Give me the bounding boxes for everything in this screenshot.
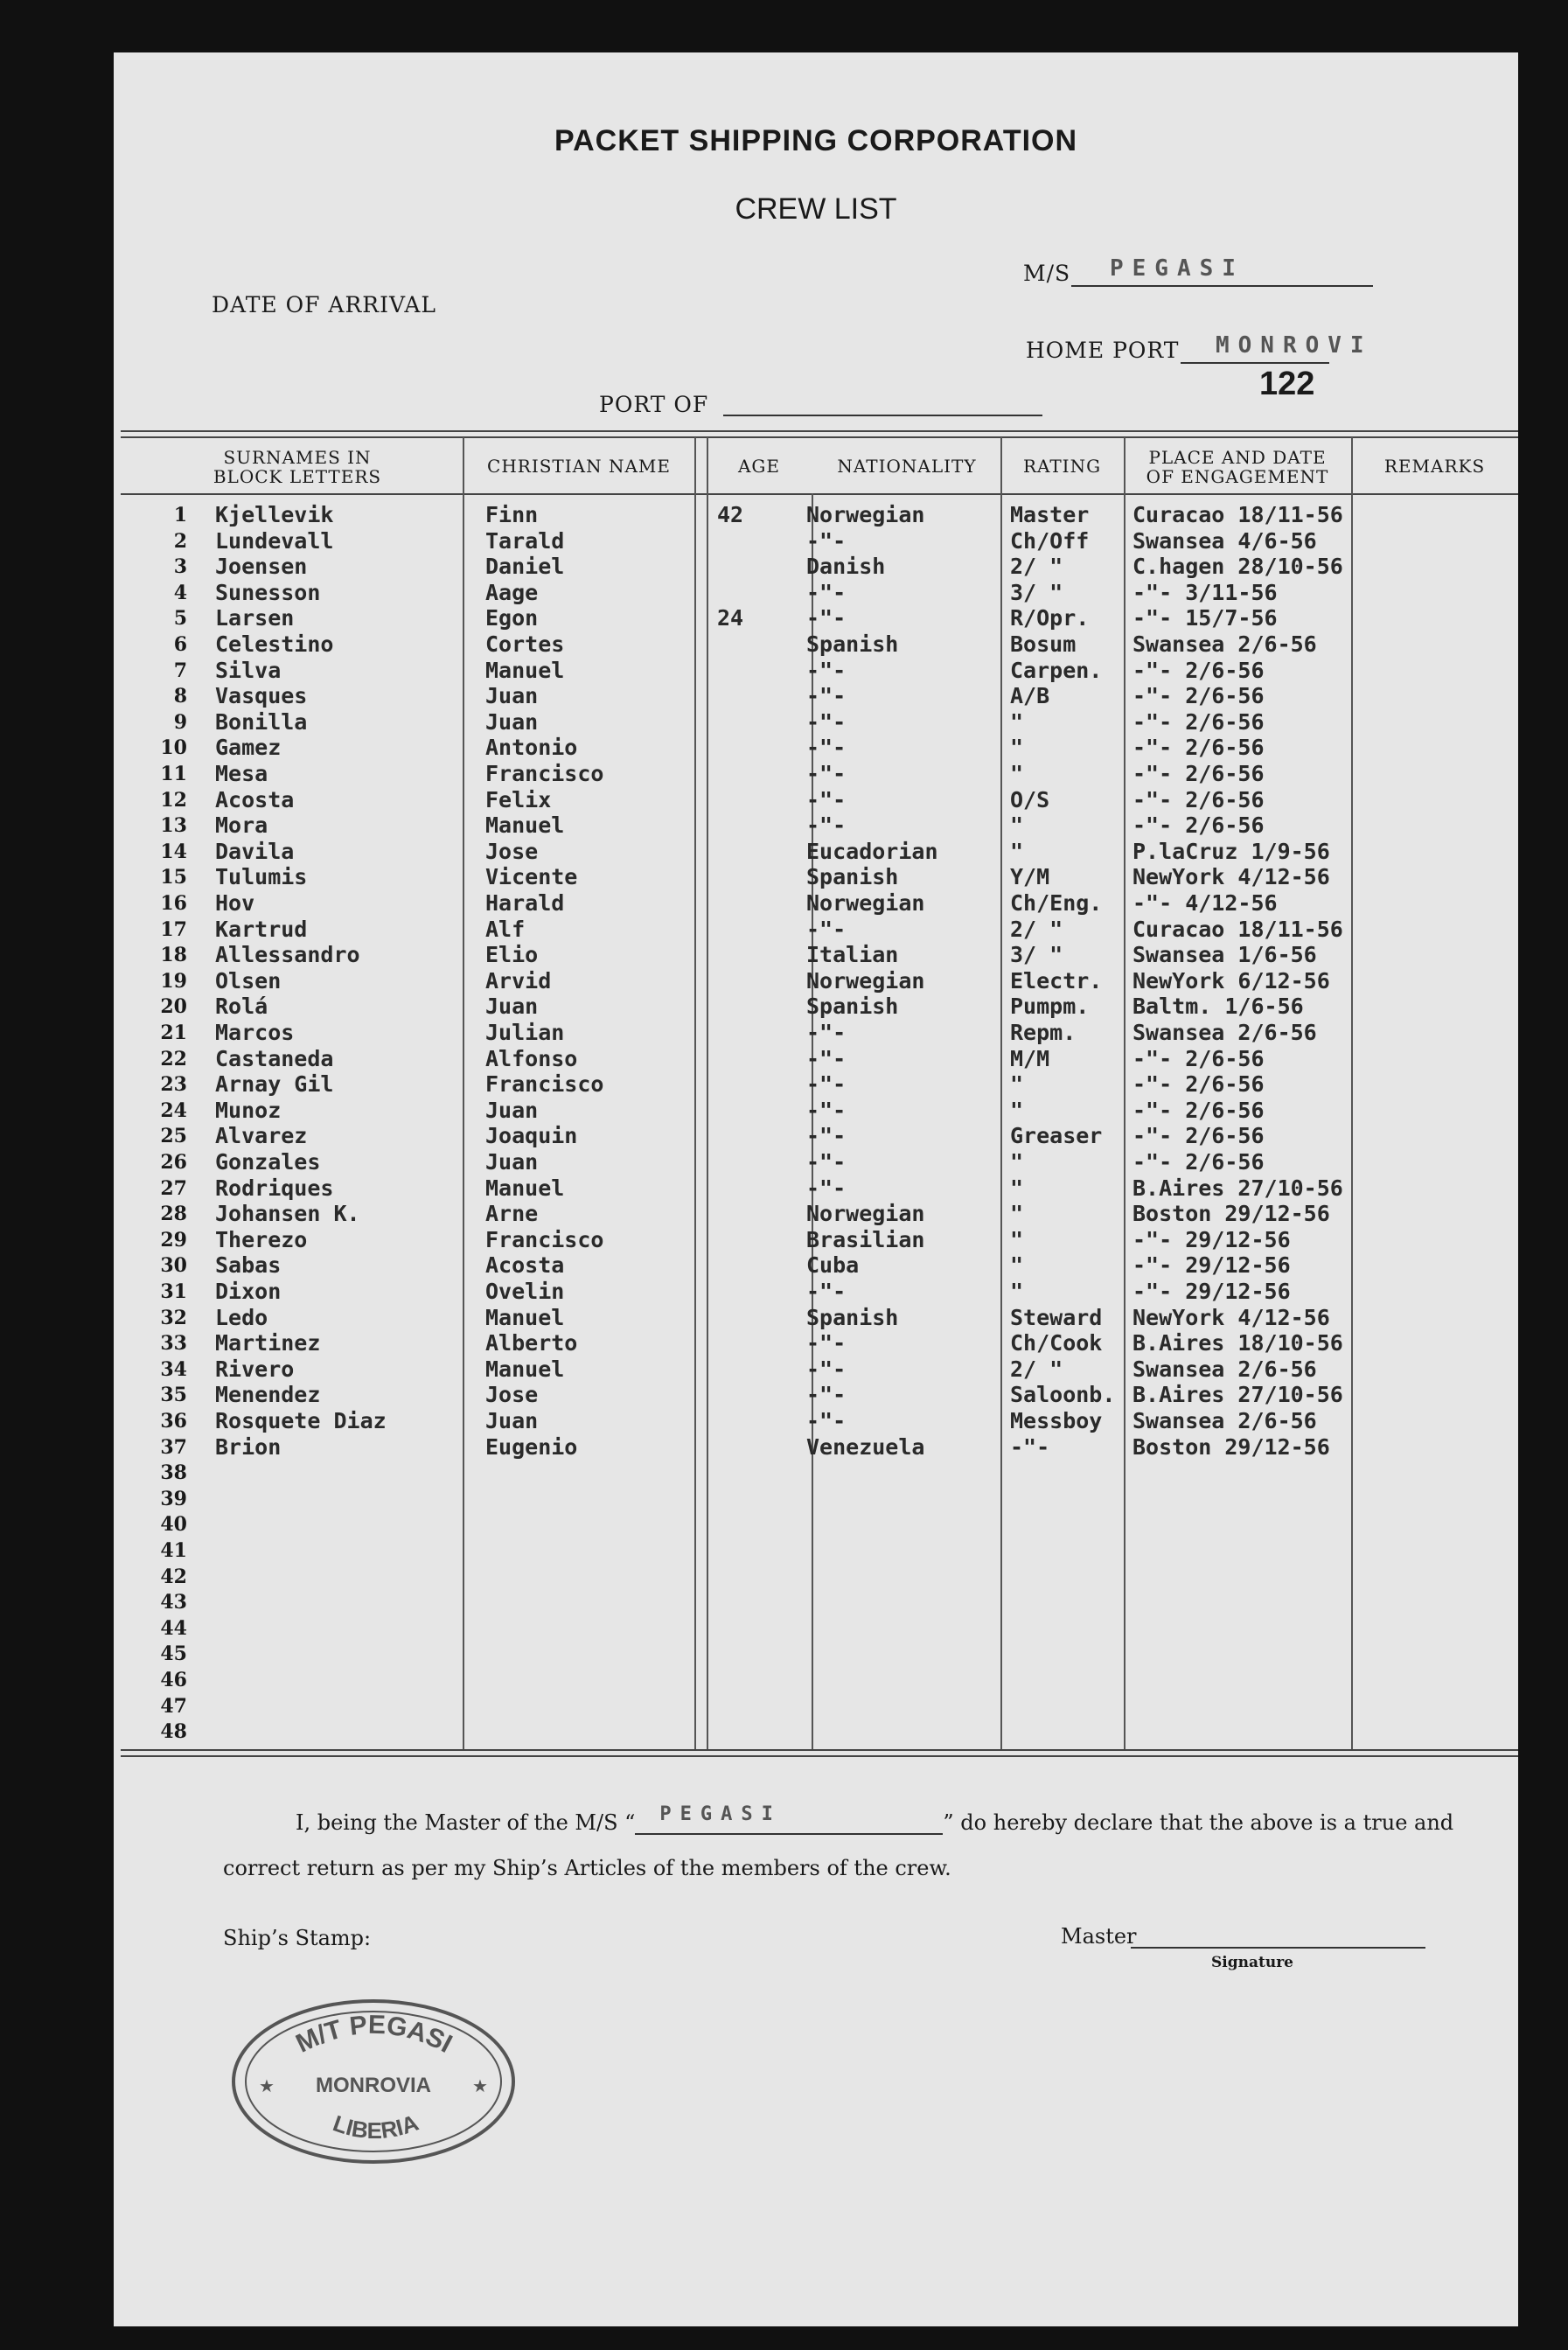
ships-stamp-label: Ship’s Stamp: [223, 1926, 372, 1950]
cell-rating: Messboy [1010, 1408, 1103, 1433]
cell-name: Finn [485, 502, 539, 527]
stamp-top-text: M/T PEGASI [291, 2010, 457, 2059]
cell-place: B.Aires 27/10-56 [1132, 1382, 1343, 1408]
row-number: 27 [160, 1176, 187, 1200]
cell-rating: " [1010, 1252, 1024, 1279]
cell-surname: Allessandro [215, 942, 360, 968]
col-header-remarks: REMARKS [1383, 456, 1486, 477]
cell-place: -"- 2/6-56 [1132, 708, 1265, 735]
cell-name: Elio [485, 942, 539, 968]
port-of-label: PORT OF [599, 392, 709, 417]
cell-surname: Sunesson [215, 579, 321, 605]
page-number: 122 [1259, 366, 1315, 402]
cell-rating: " [1010, 735, 1024, 761]
cell-nationality: -"- [806, 1149, 847, 1175]
cell-surname: Alvarez [215, 1123, 308, 1149]
cell-rating: R/Opr. [1010, 605, 1090, 631]
cell-rating: " [1010, 1071, 1024, 1098]
cell-rating: Repm. [1010, 1020, 1077, 1045]
cell-surname: Celestino [215, 631, 334, 657]
cell-name: Juan [485, 994, 539, 1020]
stamp-star-left-icon: ★ [259, 2075, 275, 2096]
stamp-middle-text: MONROVIA [316, 2074, 431, 2097]
cell-place: -"- 2/6-56 [1132, 683, 1265, 709]
cell-nationality: -"- [806, 1097, 847, 1123]
col-header-surnames [149, 448, 446, 486]
table-bottom-rule [121, 1749, 1518, 1751]
cell-place: B.Aires 18/10-56 [1132, 1330, 1343, 1356]
cell-rating: 2/ " [1010, 916, 1063, 942]
cell-rating: " [1010, 838, 1024, 864]
cell-rating: -"- [1010, 1433, 1050, 1460]
cell-place: NewYork 4/12-56 [1132, 864, 1330, 890]
cell-rating: " [1010, 1201, 1024, 1227]
cell-nationality: -"- [806, 1330, 847, 1356]
cell-surname: Marcos [215, 1020, 295, 1045]
row-number: 4 [173, 581, 187, 604]
cell-surname: Kjellevik [215, 502, 334, 527]
row-number: 40 [160, 1513, 187, 1537]
cell-name: Arne [485, 1201, 539, 1227]
svg-text:LIBERIA [330, 2109, 422, 2144]
row-number: 19 [160, 969, 187, 993]
cell-rating: Ch/Eng. [1010, 890, 1103, 916]
cell-nationality: Italian [806, 942, 899, 968]
cell-surname: Arnay Gil [215, 1071, 334, 1098]
declaration-ship-field [635, 1803, 943, 1835]
cell-surname: Martinez [215, 1330, 321, 1356]
master-label: Master [1061, 1924, 1137, 1949]
cell-surname: Gonzales [215, 1149, 321, 1175]
cell-surname: Olsen [215, 967, 282, 994]
row-number: 17 [160, 917, 187, 941]
cell-nationality: Spanish [806, 864, 899, 890]
cell-nationality: -"- [806, 1356, 847, 1382]
cell-rating: " [1010, 1149, 1024, 1175]
cell-rating: Carpen. [1010, 657, 1103, 683]
cell-name: Antonio [485, 735, 578, 761]
col-header-christian: CHRISTIAN NAME [487, 456, 671, 477]
cell-nationality: -"- [806, 683, 847, 709]
row-number: 37 [160, 1435, 187, 1459]
cell-place: -"- 15/7-56 [1132, 605, 1278, 631]
cell-nationality: -"- [806, 708, 847, 735]
cell-nationality: -"- [806, 1071, 847, 1098]
cell-place: Swansea 2/6-56 [1132, 1356, 1317, 1382]
col-header-place-line1: PLACE AND DATE [1148, 447, 1327, 468]
cell-surname: Menendez [215, 1382, 321, 1408]
cell-rating: " [1010, 1175, 1024, 1201]
cell-name: Ovelin [485, 1279, 565, 1304]
cell-surname: Therezo [215, 1226, 308, 1252]
cell-name: Manuel [485, 1304, 565, 1330]
cell-rating: 2/ " [1010, 554, 1063, 580]
cell-place: -"- 2/6-56 [1132, 735, 1265, 761]
cell-name: Manuel [485, 657, 565, 683]
cell-rating: " [1010, 1097, 1024, 1123]
cell-nationality: -"- [806, 579, 847, 605]
col-divider-3 [707, 437, 708, 1749]
row-number: 48 [160, 1720, 187, 1744]
cell-name: Joaquin [485, 1123, 578, 1149]
cell-name: Arvid [485, 967, 552, 994]
cell-age: 42 [717, 502, 744, 527]
cell-rating: 3/ " [1010, 579, 1063, 605]
row-number: 30 [160, 1254, 187, 1278]
cell-surname: Rivero [215, 1356, 295, 1382]
cell-nationality: -"- [806, 1279, 847, 1304]
cell-surname: Mesa [215, 761, 268, 786]
cell-place: C.hagen 28/10-56 [1132, 554, 1343, 580]
cell-place: B.Aires 27/10-56 [1132, 1175, 1343, 1201]
cell-place: -"- 2/6-56 [1132, 812, 1265, 839]
cell-rating: " [1010, 812, 1024, 839]
ms-field [1071, 254, 1373, 287]
company-name: PACKET SHIPPING CORPORATION [554, 124, 1078, 157]
svg-text:M/T PEGASI [291, 2011, 456, 2059]
row-number: 14 [160, 840, 187, 863]
col-header-place [1124, 448, 1351, 486]
cell-place: P.laCruz 1/9-56 [1132, 838, 1330, 864]
row-number: 24 [160, 1098, 187, 1122]
row-number: 6 [173, 633, 187, 656]
cell-rating: Saloonb. [1010, 1382, 1116, 1408]
col-header-surnames-line2: BLOCK LETTERS [213, 466, 382, 487]
cell-rating: 3/ " [1010, 942, 1063, 968]
cell-place: -"- 3/11-56 [1132, 579, 1278, 605]
cell-surname: Rodriques [215, 1175, 334, 1201]
row-number: 1 [173, 504, 187, 526]
cell-place: Boston 29/12-56 [1132, 1433, 1330, 1460]
cell-name: Alberto [485, 1330, 578, 1356]
cell-place: Curacao 18/11-56 [1132, 502, 1343, 527]
row-number: 26 [160, 1151, 187, 1174]
cell-name: Jose [485, 838, 539, 864]
cell-nationality: -"- [806, 1123, 847, 1149]
ms-ship-name: PEGASI [1110, 255, 1244, 282]
cell-rating: Ch/Cook [1010, 1330, 1103, 1356]
row-number: 8 [173, 685, 187, 708]
cell-rating: O/S [1010, 786, 1050, 812]
cell-surname: Dixon [215, 1279, 282, 1304]
cell-place: Boston 29/12-56 [1132, 1201, 1330, 1227]
table-bottom-rule-2 [121, 1755, 1518, 1757]
cell-place: -"- 2/6-56 [1132, 1097, 1265, 1123]
row-number: 15 [160, 866, 187, 889]
cell-name: Juan [485, 1408, 539, 1433]
cell-surname: Hov [215, 890, 255, 916]
row-number: 29 [160, 1228, 187, 1252]
cell-nationality: Norwegian [806, 502, 925, 527]
row-number: 43 [160, 1591, 187, 1614]
stamp-star-right-icon: ★ [472, 2075, 488, 2096]
cell-name: Alfonso [485, 1045, 578, 1071]
row-number: 42 [160, 1565, 187, 1588]
cell-place: -"- 2/6-56 [1132, 786, 1265, 812]
cell-name: Juan [485, 683, 539, 709]
master-signature-line [1131, 1924, 1425, 1949]
cell-rating: " [1010, 708, 1024, 735]
cell-name: Vicente [485, 864, 578, 890]
cell-nationality: Cuba [806, 1252, 860, 1279]
cell-name: Aage [485, 579, 539, 605]
cell-surname: Johansen K. [215, 1201, 360, 1227]
cell-place: NewYork 4/12-56 [1132, 1304, 1330, 1330]
cell-name: Felix [485, 786, 552, 812]
cell-rating: " [1010, 1226, 1024, 1252]
declaration-suffix: ” do hereby declare that the above is a true and [943, 1810, 1454, 1835]
cell-nationality: -"- [806, 1045, 847, 1071]
cell-name: Juan [485, 1149, 539, 1175]
port-of-field [723, 390, 1042, 416]
row-number: 11 [160, 763, 187, 785]
cell-place: -"- 2/6-56 [1132, 1149, 1265, 1175]
cell-place: -"- 2/6-56 [1132, 1045, 1265, 1071]
row-number: 21 [160, 1022, 187, 1044]
cell-surname: Lundevall [215, 527, 334, 554]
cell-surname: Tulumis [215, 864, 308, 890]
cell-surname: Ledo [215, 1304, 268, 1330]
cell-name: Francisco [485, 1226, 604, 1252]
row-number: 23 [160, 1073, 187, 1097]
cell-nationality: -"- [806, 657, 847, 683]
cell-surname: Larsen [215, 605, 295, 631]
row-number: 28 [160, 1203, 187, 1226]
cell-rating: Pumpm. [1010, 994, 1090, 1020]
row-number: 7 [173, 659, 187, 682]
table-top-rule-2 [121, 436, 1518, 438]
cell-place: -"- 29/12-56 [1132, 1279, 1291, 1304]
cell-surname: Acosta [215, 786, 295, 812]
row-number: 5 [173, 607, 187, 631]
declaration-ship-name: PEGASI [659, 1803, 782, 1825]
table-top-rule [121, 430, 1518, 432]
cell-place: -"- 29/12-56 [1132, 1226, 1291, 1252]
cell-name: Francisco [485, 761, 604, 786]
cell-name: Egon [485, 605, 539, 631]
row-number: 34 [160, 1357, 187, 1381]
cell-nationality: -"- [806, 761, 847, 786]
cell-place: -"- 4/12-56 [1132, 890, 1278, 916]
cell-name: Alf [485, 916, 526, 942]
cell-place: -"- 2/6-56 [1132, 1071, 1265, 1098]
date-of-arrival-label: DATE OF ARRIVAL [212, 292, 436, 317]
cell-surname: Bonilla [215, 708, 308, 735]
cell-name: Francisco [485, 1071, 604, 1098]
col-divider-5 [1124, 437, 1125, 1749]
ms-label: M/S [1023, 261, 1071, 286]
row-number: 22 [160, 1047, 187, 1070]
cell-name: Manuel [485, 1356, 565, 1382]
cell-place: Swansea 2/6-56 [1132, 631, 1317, 657]
row-number: 46 [160, 1669, 187, 1691]
cell-rating: " [1010, 761, 1024, 786]
row-number: 9 [173, 710, 187, 734]
row-number: 18 [160, 944, 187, 967]
cell-place: NewYork 6/12-56 [1132, 967, 1330, 994]
cell-surname: Rolá [215, 994, 268, 1020]
cell-place: Swansea 2/6-56 [1132, 1020, 1317, 1045]
stamp-bottom-text: LIBERIA [330, 2109, 422, 2144]
cell-place: Swansea 2/6-56 [1132, 1408, 1317, 1433]
cell-nationality: Spanish [806, 1304, 899, 1330]
row-number: 25 [160, 1125, 187, 1148]
signature-label: Signature [1211, 1954, 1293, 1971]
cell-surname: Rosquete Diaz [215, 1408, 387, 1433]
declaration-line-2: correct return as per my Ship’s Articles of the members of the crew. [223, 1856, 951, 1880]
cell-place: -"- 29/12-56 [1132, 1252, 1291, 1279]
cell-nationality: -"- [806, 527, 847, 554]
row-number: 33 [160, 1332, 187, 1356]
cell-place: Baltm. 1/6-56 [1132, 994, 1304, 1020]
cell-nationality: -"- [806, 735, 847, 761]
cell-rating: Steward [1010, 1304, 1103, 1330]
cell-nationality: -"- [806, 1408, 847, 1433]
cell-surname: Brion [215, 1433, 282, 1460]
cell-rating: Electr. [1010, 967, 1103, 994]
cell-nationality: Norwegian [806, 1201, 925, 1227]
cell-name: Cortes [485, 631, 565, 657]
cell-rating: Bosum [1010, 631, 1077, 657]
home-port-label: HOME PORT [1026, 338, 1180, 363]
cell-rating: Master [1010, 502, 1090, 527]
row-number: 32 [160, 1306, 187, 1329]
crew-list-document [114, 52, 1518, 2326]
row-number: 20 [160, 995, 187, 1019]
cell-nationality: Norwegian [806, 967, 925, 994]
cell-nationality: Spanish [806, 994, 899, 1020]
row-number: 16 [160, 892, 187, 915]
table-header-rule [121, 493, 1518, 495]
cell-nationality: Brasilian [806, 1226, 925, 1252]
cell-nationality: Danish [806, 554, 886, 580]
row-number: 35 [160, 1384, 187, 1407]
cell-place: Curacao 18/11-56 [1132, 916, 1343, 942]
cell-surname: Munoz [215, 1097, 282, 1123]
col-header-place-line2: OF ENGAGEMENT [1146, 466, 1329, 487]
row-number: 41 [160, 1539, 187, 1562]
cell-place: -"- 2/6-56 [1132, 657, 1265, 683]
cell-nationality: -"- [806, 916, 847, 942]
cell-rating: A/B [1010, 683, 1050, 709]
cell-surname: Joensen [215, 554, 308, 580]
row-number: 39 [160, 1487, 187, 1510]
cell-place: -"- 2/6-56 [1132, 761, 1265, 786]
home-port-field [1181, 332, 1373, 364]
cell-name: Juan [485, 708, 539, 735]
cell-nationality: -"- [806, 786, 847, 812]
cell-place: -"- 2/6-56 [1132, 1123, 1265, 1149]
col-divider-2 [694, 437, 696, 1749]
cell-surname: Vasques [215, 683, 308, 709]
row-number: 10 [160, 736, 187, 760]
row-number: 13 [160, 814, 187, 838]
declaration-line-1 [296, 1803, 1454, 1835]
cell-rating: Greaser [1010, 1123, 1103, 1149]
cell-name: Julian [485, 1020, 565, 1045]
home-port-value: MONROVI [1216, 332, 1373, 359]
row-number: 45 [160, 1642, 187, 1666]
cell-nationality: -"- [806, 1175, 847, 1201]
cell-surname: Castaneda [215, 1045, 334, 1071]
cell-surname: Silva [215, 657, 282, 683]
cell-nationality: Spanish [806, 631, 899, 657]
cell-rating: M/M [1010, 1045, 1050, 1071]
cell-name: Manuel [485, 812, 565, 839]
ship-stamp [227, 1994, 520, 2169]
row-number: 2 [173, 529, 187, 553]
cell-rating: Y/M [1010, 864, 1050, 890]
cell-surname: Davila [215, 838, 295, 864]
cell-nationality: -"- [806, 605, 847, 631]
row-number: 3 [173, 555, 187, 579]
row-number: 31 [160, 1280, 187, 1303]
row-number: 12 [160, 788, 187, 812]
cell-surname: Mora [215, 812, 268, 839]
cell-surname: Gamez [215, 735, 282, 761]
cell-surname: Kartrud [215, 916, 308, 942]
row-number: 47 [160, 1694, 187, 1718]
cell-name: Juan [485, 1097, 539, 1123]
cell-nationality: -"- [806, 1382, 847, 1408]
cell-age: 24 [717, 605, 744, 631]
cell-name: Jose [485, 1382, 539, 1408]
col-header-rating: RATING [1022, 456, 1102, 477]
cell-rating: Ch/Off [1010, 527, 1090, 554]
col-header-age: AGE [737, 456, 781, 477]
cell-name: Daniel [485, 554, 565, 580]
cell-name: Acosta [485, 1252, 565, 1279]
cell-nationality: Eucadorian [806, 838, 938, 864]
cell-rating: " [1010, 1279, 1024, 1304]
row-number: 44 [160, 1616, 187, 1640]
document-title: CREW LIST [735, 192, 897, 226]
cell-nationality: -"- [806, 812, 847, 839]
cell-name: Manuel [485, 1175, 565, 1201]
col-divider-1 [463, 437, 464, 1749]
cell-surname: Sabas [215, 1252, 282, 1279]
cell-name: Tarald [485, 527, 565, 554]
cell-nationality: Norwegian [806, 890, 925, 916]
row-number: 38 [160, 1461, 187, 1485]
cell-nationality: Venezuela [806, 1433, 925, 1460]
cell-name: Harald [485, 890, 565, 916]
cell-place: Swansea 4/6-56 [1132, 527, 1317, 554]
cell-rating: 2/ " [1010, 1356, 1063, 1382]
cell-place: Swansea 1/6-56 [1132, 942, 1317, 968]
cell-name: Eugenio [485, 1433, 578, 1460]
row-number: 36 [160, 1410, 187, 1433]
col-header-nationality: NATIONALITY [837, 456, 977, 477]
col-header-surnames-line1: SURNAMES IN [223, 447, 372, 468]
col-divider-6 [1351, 437, 1353, 1749]
col-divider-4 [1000, 437, 1002, 1749]
declaration-prefix: I, being the Master of the M/S “ [296, 1810, 636, 1835]
cell-nationality: -"- [806, 1020, 847, 1045]
